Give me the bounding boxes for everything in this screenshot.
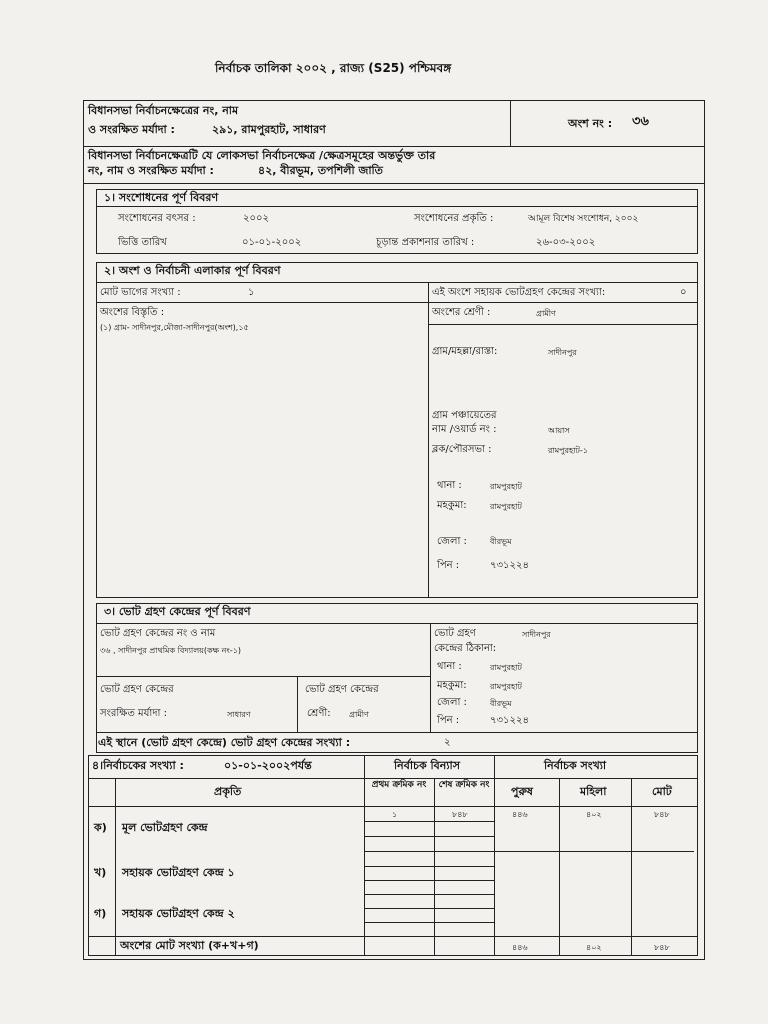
total-row-male: ৪৪৬	[512, 943, 528, 952]
total-row-female: ৪০২	[586, 943, 602, 952]
section1-title: ১। সংশোধনের পূর্ণ বিবরণ	[104, 191, 219, 204]
base-date-label: ভিত্তি তারিখ	[118, 237, 167, 248]
row-nature: মূল ভোটগ্রহণ কেন্দ্র	[122, 821, 208, 834]
village-label: গ্রাম/মহল্লা/রাস্তা:	[432, 346, 498, 357]
revision-year-value: ২০০২	[243, 213, 270, 224]
total-parts-value: ১	[248, 287, 255, 298]
panchayat-label-line1: গ্রাম পঞ্চায়েতের	[432, 410, 497, 421]
part-value: ৩৬	[632, 114, 649, 129]
male-header: পুরুষ	[511, 785, 533, 798]
section3-title: ৩। ভোট গ্রহণ কেন্দ্রের পূর্ণ বিবরণ	[104, 605, 251, 618]
page-title: নির্বাচক তালিকা ২০০২ , রাজ্য (S25) পশ্চিমবঙ্গ	[215, 61, 452, 75]
row-female: ৪০২	[586, 810, 602, 819]
address-value: সাদীনপুর	[522, 630, 551, 639]
address-label-line1: ভোট গ্রহণ	[434, 628, 476, 639]
cat-label-line2: শ্রেণী:	[307, 708, 331, 719]
row-last: ৮৪৮	[452, 810, 468, 819]
female-header: মহিলা	[580, 785, 607, 798]
total-parts-label: মোট ভাগের সংখ্যা :	[100, 287, 181, 298]
ac-label-line1: বিধানসভা নির্বাচনক্ষেত্রের নং, নাম	[88, 104, 239, 117]
part-label: অংশ নং :	[568, 117, 613, 130]
extent-value: (১) গ্রাম- সাদীনপুর,মৌজা-সাদীনপুর(অংশ),১৫	[100, 323, 249, 332]
pin-value: ৭৩১২২৪	[490, 560, 529, 571]
section4-title-date: ০১-০১-২০০২পর্যন্ত	[224, 759, 312, 772]
revision-type-label: সংশোধনের প্রকৃতি :	[414, 213, 494, 224]
extent-label: অংশের বিস্তৃতি :	[100, 307, 165, 318]
s3-thana-value: রামপুরহাট	[490, 663, 522, 672]
section4-title: ৪।নির্বাচকের সংখ্যা :	[92, 759, 184, 772]
block-value: রামপুরহাট-১	[548, 446, 588, 455]
base-date-value: ০১-০১-২০০২	[242, 237, 302, 248]
revision-year-label: সংশোধনের বৎসর :	[118, 213, 196, 224]
revision-type-value: আমূল বিশেষ সংশোধন, ২০০২	[528, 214, 639, 224]
aux-centres-value: ০	[680, 287, 687, 298]
distribution-header: নির্বাচক বিন্যাস	[394, 759, 460, 772]
s3-subdiv-label: মহকুমা:	[437, 680, 467, 691]
centre-no-label: ভোট গ্রহণ কেন্দ্রের নং ও নাম	[100, 628, 216, 639]
category-value: গ্রামীণ	[536, 309, 556, 318]
last-serial-header: শেষ ক্রমিক নং	[438, 780, 490, 790]
centre-no-value: ৩৬ , সাদীনপুর প্রাথমিক বিদ্যালয়(কক্ষ নং-১)	[100, 646, 242, 655]
reserved-label-line1: ভোট গ্রহণ কেন্দ্রের	[100, 684, 174, 695]
thana-label: থানা :	[437, 480, 462, 491]
cat-label-line1: ভোট গ্রহণ কেন্দ্রের	[305, 684, 379, 695]
reserved-value: সাধারণ	[227, 710, 251, 719]
s3-subdiv-value: রামপুরহাট	[490, 682, 522, 691]
block-label: ব্লক/পৌরসভা :	[432, 444, 492, 455]
district-label: জেলা :	[437, 536, 467, 547]
panchayat-value: আয়াস	[548, 426, 570, 435]
s3-district-value: বীরভূম	[490, 699, 512, 708]
s3-district-label: জেলা :	[437, 697, 467, 708]
first-serial-header: প্রথম ক্রমিক নং	[371, 780, 427, 790]
centre-count-value: ২	[444, 737, 451, 748]
s3-pin-value: ৭৩১২২৪	[490, 715, 529, 726]
row-nature: সহায়ক ভোটগ্রহণ কেন্দ্র ১	[122, 866, 235, 879]
centre-count-label: এই স্থানে (ভোট গ্রহণ কেন্দ্রে) ভোট গ্রহণ কেন্দ্রের সংখ্যা :	[98, 736, 351, 749]
total-row-total: ৮৪৮	[654, 943, 670, 952]
row-mark: ক)	[94, 821, 107, 834]
category-label: অংশের শ্রেণী :	[432, 307, 491, 318]
count-header: নির্বাচক সংখ্যা	[544, 759, 607, 772]
section2-box	[96, 262, 698, 598]
pc-value: ৪২, বীরভূম, তপশিলী জাতি	[258, 164, 383, 177]
pc-label-line2: নং, নাম ও সংরক্ষিত মর্যাদা :	[88, 164, 214, 177]
row-nature: সহায়ক ভোটগ্রহণ কেন্দ্র ২	[122, 907, 235, 920]
final-pub-label: চূড়ান্ত প্রকাশনার তারিখ :	[376, 237, 475, 248]
final-pub-value: ২৬-০৩-২০০২	[536, 237, 596, 248]
reserved-label-line2: সংরক্ষিত মর্যাদা :	[100, 708, 167, 719]
section2-title: ২। অংশ ও নির্বাচনী এলাকার পূর্ণ বিবরণ	[104, 264, 281, 277]
panchayat-label-line2: নাম /ওয়ার্ড নং :	[432, 424, 497, 435]
aux-centres-label: এই অংশে সহায়ক ভোটগ্রহণ কেন্দ্রের সংখ্যা:	[432, 287, 606, 298]
pin-label: পিন :	[437, 560, 460, 571]
cat-value: গ্রামীণ	[349, 710, 369, 719]
row-mark: গ)	[94, 907, 107, 920]
total-header: মোট	[652, 785, 672, 798]
row-first: ১	[392, 810, 398, 819]
s3-thana-label: থানা :	[437, 661, 462, 672]
address-label-line2: কেন্দ্রের ঠিকানা:	[434, 643, 497, 654]
pc-label-line1: বিধানসভা নির্বাচনক্ষেত্রটি যে লোকসভা নির্বাচনক্ষেত্র /ক্ষেত্রসমূহের অন্তর্ভুক্ত তার	[88, 149, 436, 162]
village-value: সাদীনপুর	[548, 348, 577, 357]
row-total: ৮৪৮	[654, 810, 670, 819]
nature-header: প্রকৃতি	[214, 785, 242, 798]
s3-pin-label: পিন :	[437, 715, 460, 726]
thana-value: রামপুরহাট	[490, 482, 522, 491]
subdiv-value: রামপুরহাট	[490, 502, 522, 511]
row-male: ৪৪৬	[512, 810, 528, 819]
subdiv-label: মহকুমা:	[437, 500, 467, 511]
row-mark: খ)	[94, 866, 107, 879]
section3-box	[96, 603, 698, 753]
district-value: বীরভূম	[490, 537, 512, 546]
total-row-label: অংশের মোট সংখ্যা (ক+খ+গ)	[120, 939, 259, 952]
ac-value: ২৯১, রামপুরহাট, সাধারণ	[212, 123, 326, 136]
ac-label-line2: ও সংরক্ষিত মর্যাদা :	[88, 123, 175, 136]
